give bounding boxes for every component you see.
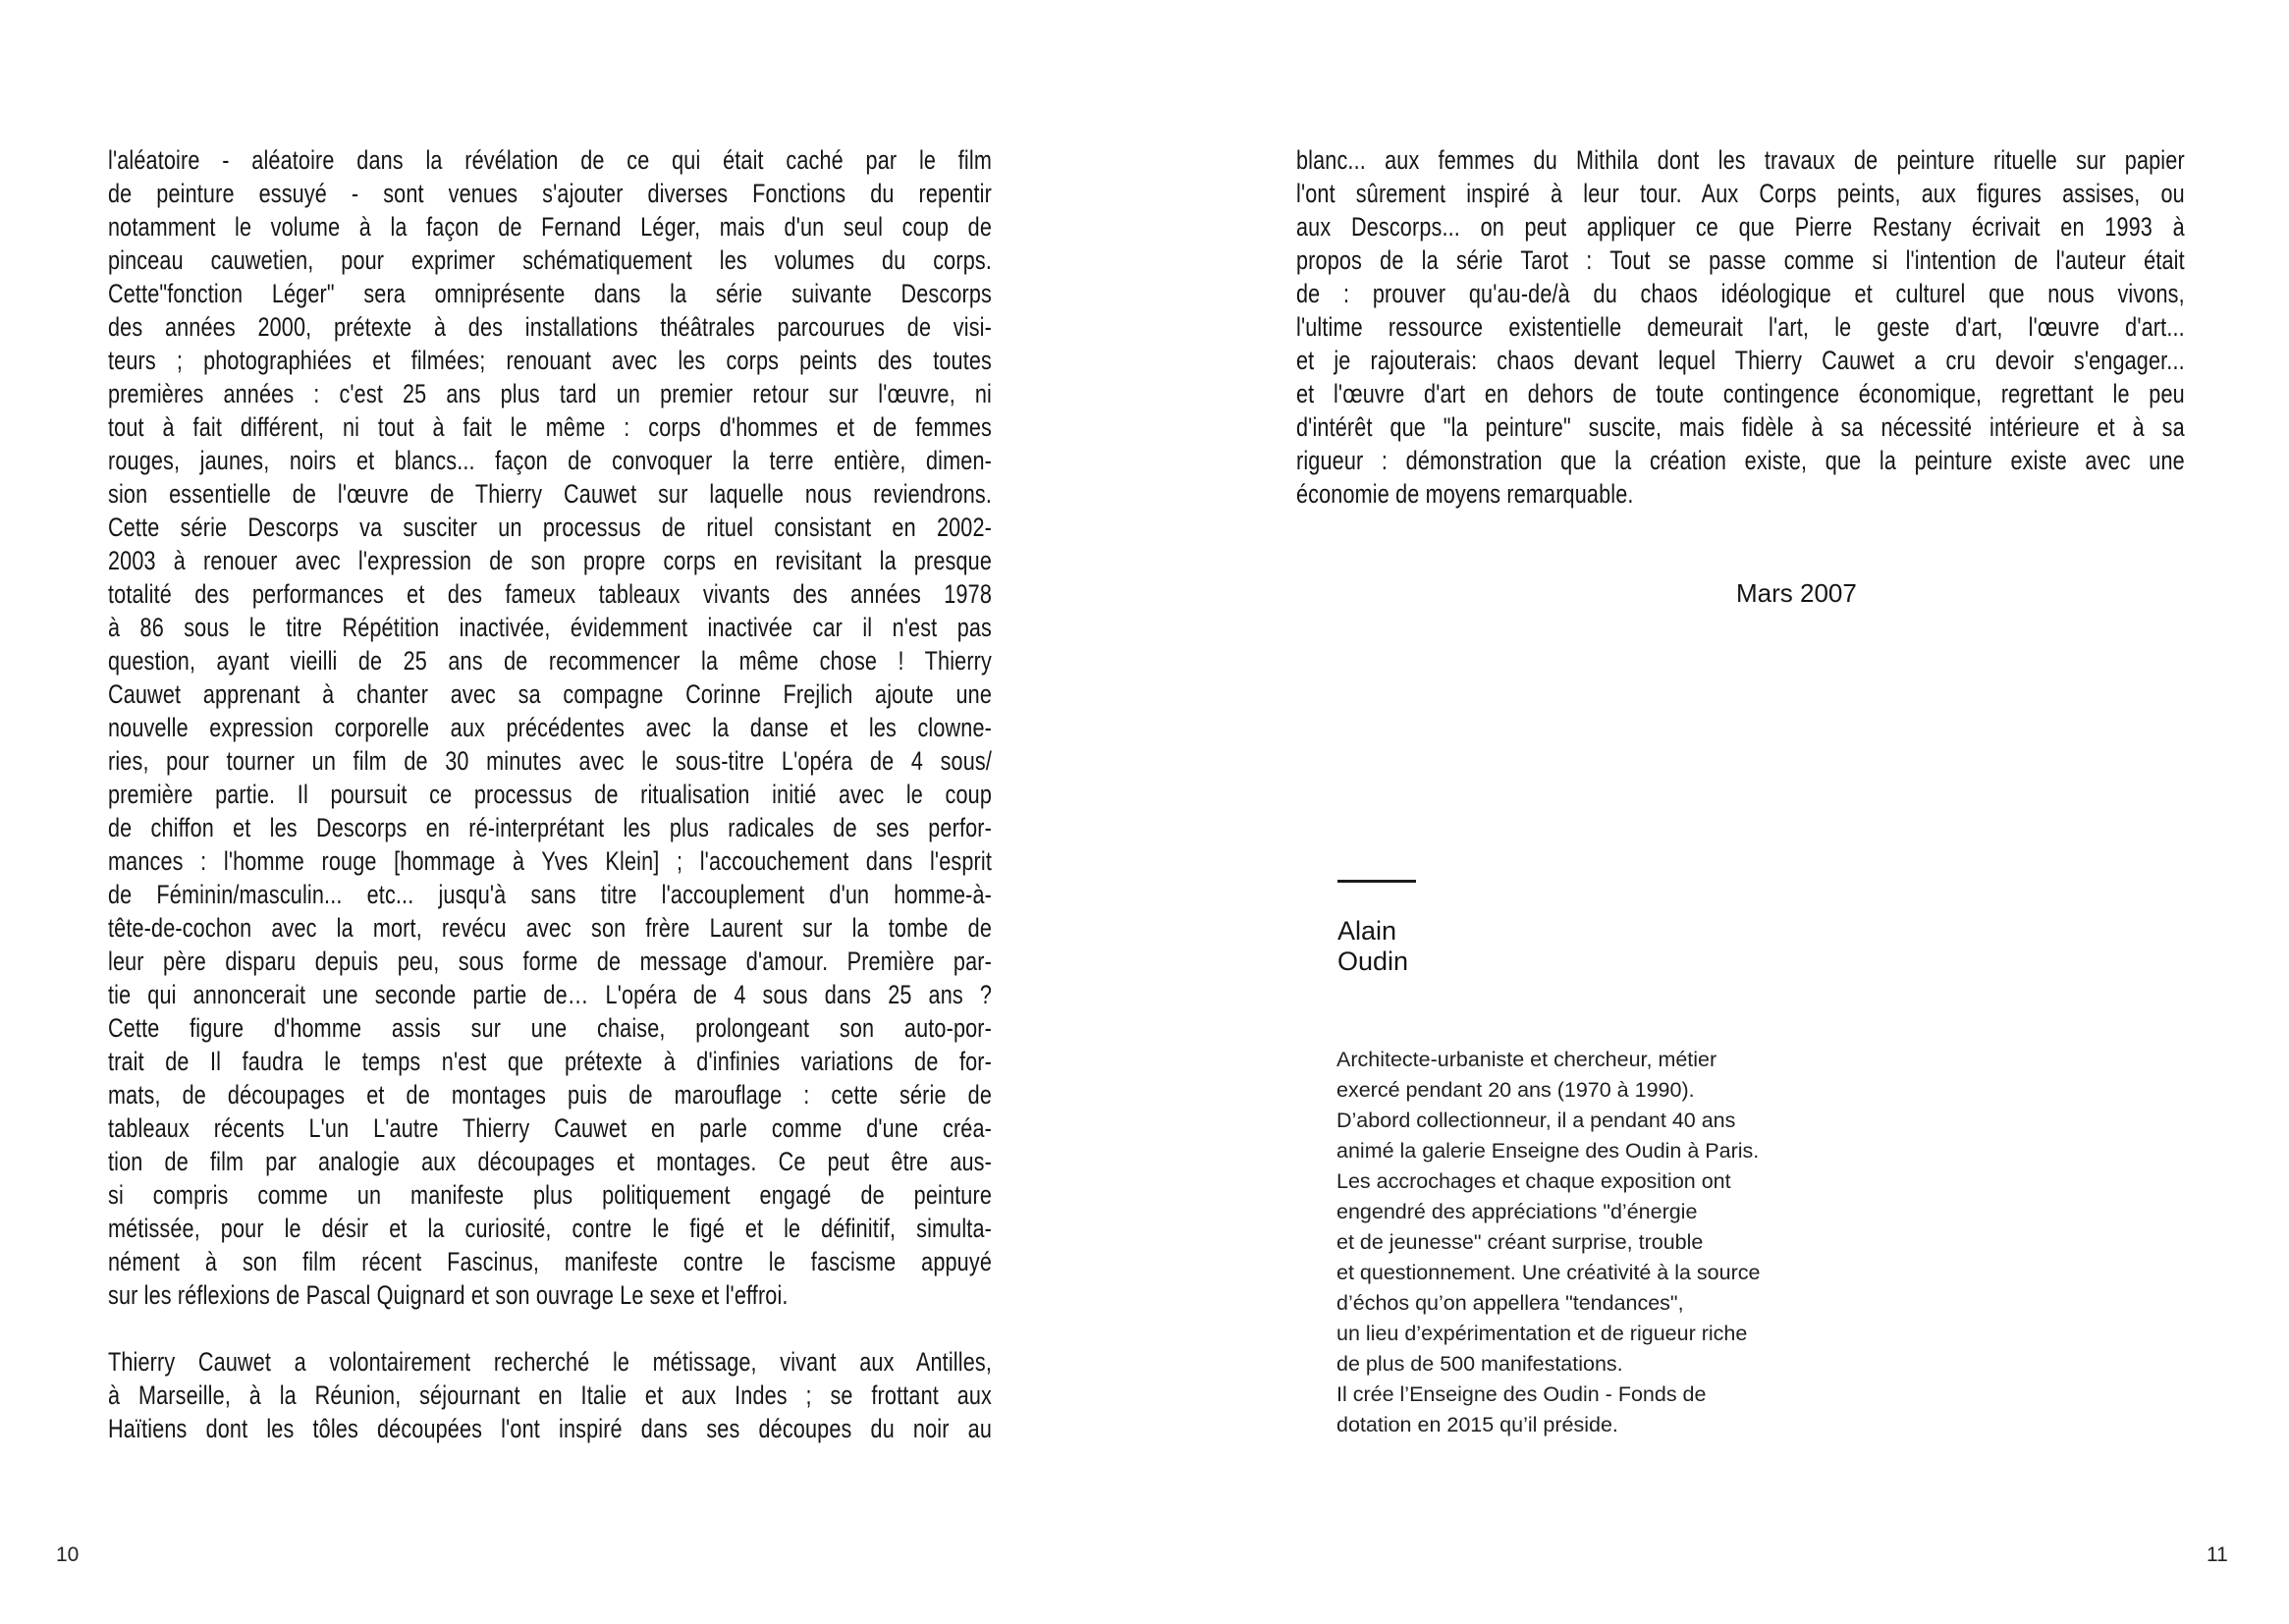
text-line: sion essentielle de l'œuvre de Thierry Cauwet sur laquelle nous reviendrons.	[108, 479, 992, 509]
bio-line: engendré des appréciations "d’énergie	[1336, 1200, 1698, 1223]
text-line: sur les réflexions de Pascal Quignard et son ouvrage Le sexe et l'effroi.	[108, 1280, 789, 1310]
text-line: nément à son film récent Fascinus, manifeste contre le fascisme appuyé	[108, 1247, 992, 1276]
text-line: et l'œuvre d'art en dehors de toute contingence économique, regrettant le peu	[1296, 379, 2185, 408]
text-line: ries, pour tourner un film de 30 minutes avec le sous-titre L'opéra de 4 sous/	[108, 746, 992, 776]
text-line: de Féminin/masculin... etc... jusqu'à sans titre l'accouplement d'un homme-à-	[108, 880, 992, 909]
text-line: Thierry Cauwet a volontairement recherché le métissage, vivant aux Antilles,	[108, 1347, 992, 1377]
text-line: de peinture essuyé - sont venues s'ajouter diverses Fonctions du repentir	[108, 179, 992, 208]
text-line: de chiffon et les Descorps en ré-interprétant les plus radicales de ses perfor-	[108, 813, 992, 842]
text-line: économie de moyens remarquable.	[1296, 479, 1634, 509]
author-first-name: Alain	[1337, 916, 1397, 946]
author-last-name: Oudin	[1337, 947, 1409, 976]
bio-line: animé la galerie Enseigne des Oudin à Paris.	[1336, 1139, 1760, 1163]
bio-line: et de jeunesse" créant surprise, trouble	[1336, 1230, 1704, 1254]
date-text: Mars 2007	[1736, 578, 1857, 608]
text-line: à 86 sous le titre Répétition inactivée, évidemment inactivée car il n'est pas	[108, 613, 992, 642]
text-line: tie qui annoncerait une seconde partie de… L'opéra de 4 sous dans 25 ans ?	[108, 980, 992, 1009]
text-line: Cette série Descorps va susciter un processus de rituel consistant en 2002-	[108, 513, 992, 542]
bio-line: dotation en 2015 qu’il préside.	[1336, 1413, 1618, 1436]
text-line: des années 2000, prétexte à des installations théâtrales parcourues de visi-	[108, 312, 992, 342]
text-line: totalité des performances et des fameux tableaux vivants des années 1978	[108, 579, 992, 609]
bio-line: D’abord collectionneur, il a pendant 40 ans	[1336, 1109, 1736, 1132]
author-name	[1337, 916, 1408, 977]
text-line: tableaux récents L'un L'autre Thierry Cauwet en parle comme d'une créa-	[108, 1113, 992, 1143]
bio-line: d’échos qu’on appellera "tendances",	[1336, 1291, 1684, 1315]
text-line: Cette figure d'homme assis sur une chaise, prolongeant son auto-por-	[108, 1013, 992, 1043]
bio-line: un lieu d’expérimentation et de rigueur riche	[1336, 1322, 1748, 1345]
bio-line: Les accrochages et chaque exposition ont	[1336, 1169, 1731, 1193]
text-line: Cauwet apprenant à chanter avec sa compagne Corinne Frejlich ajoute une	[108, 679, 992, 709]
text-line: l'ultime ressource existentielle demeurait l'art, le geste d'art, l'œuvre d'art...	[1296, 312, 2185, 342]
text-line: mats, de découpages et de montages puis de marouflage : cette série de	[108, 1080, 992, 1110]
author-bio	[1336, 1045, 1808, 1440]
text-line: Cette"fonction Léger" sera omniprésente dans la série suivante Descorps	[108, 279, 992, 308]
text-line: Haïtiens dont les tôles découpées l'ont inspiré dans ses découpes du noir au	[108, 1414, 992, 1443]
text-line: d'intérêt que "la peinture" suscite, mais fidèle à sa nécessité intérieure et à sa	[1296, 412, 2185, 442]
bio-line: de plus de 500 manifestations.	[1336, 1352, 1623, 1376]
text-line: tion de film par analogie aux découpages et montages. Ce peut être aus-	[108, 1147, 992, 1176]
text-line: et je rajouterais: chaos devant lequel Thierry Cauwet a cru devoir s'engager...	[1296, 346, 2185, 375]
text-line: de : prouver qu'au-de/à du chaos idéologique et culturel que nous vivons,	[1296, 279, 2185, 308]
bio-line: et questionnement. Une créativité à la source	[1336, 1261, 1761, 1284]
text-line: trait de Il faudra le temps n'est que prétexte à d'infinies variations de for-	[108, 1047, 992, 1076]
text-line: premières années : c'est 25 ans plus tard un premier retour sur l'œuvre, ni	[108, 379, 992, 408]
text-line: métissée, pour le désir et la curiosité, contre le figé et le définitif, simulta-	[108, 1214, 992, 1243]
text-line: pinceau cauwetien, pour exprimer schématiquement les volumes du corps.	[108, 245, 992, 275]
bio-line: Architecte-urbaniste et chercheur, métier	[1336, 1048, 1717, 1071]
text-line: mances : l'homme rouge [hommage à Yves Klein] ; l'accouchement dans l'esprit	[108, 846, 992, 876]
text-line: 2003 à renouer avec l'expression de son propre corps en revisitant la presque	[108, 546, 992, 575]
text-line: leur père disparu depuis peu, sous forme de message d'amour. Première par-	[108, 947, 992, 976]
text-line: rigueur : démonstration que la création existe, que la peinture existe avec une	[1296, 446, 2185, 475]
text-line: notamment le volume à la façon de Fernand Léger, mais d'un seul coup de	[108, 212, 992, 242]
page-number-left: 10	[56, 1543, 80, 1566]
text-line: l'aléatoire - aléatoire dans la révélation de ce qui était caché par le film	[108, 145, 992, 175]
text-line: propos de la série Tarot : Tout se passe comme si l'intention de l'auteur était	[1296, 245, 2185, 275]
text-line: teurs ; photographiées et filmées; renouant avec les corps peints des toutes	[108, 346, 992, 375]
text-line: aux Descorps... on peut appliquer ce que Pierre Restany écrivait en 1993 à	[1296, 212, 2185, 242]
author-divider-rule	[1337, 880, 1416, 883]
right-text-column	[1296, 143, 2185, 511]
text-line: blanc... aux femmes du Mithila dont les travaux de peinture rituelle sur papier	[1296, 145, 2185, 175]
text-line: l'ont sûrement inspiré à leur tour. Aux Corps peints, aux figures assises, ou	[1296, 179, 2185, 208]
text-line: tête-de-cochon avec la mort, revécu avec son frère Laurent sur la tombe de	[108, 913, 992, 943]
bio-line: exercé pendant 20 ans (1970 à 1990).	[1336, 1078, 1695, 1102]
bio-line: Il crée l’Enseigne des Oudin - Fonds de	[1336, 1382, 1707, 1406]
text-line: tout à fait différent, ni tout à fait le même : corps d'hommes et de femmes	[108, 412, 992, 442]
text-line: nouvelle expression corporelle aux précédentes avec la danse et les clowne-	[108, 713, 992, 742]
right-paragraph-1	[1296, 143, 2185, 511]
text-line: à Marseille, à la Réunion, séjournant en Italie et aux Indes ; se frottant aux	[108, 1380, 992, 1410]
text-line: première partie. Il poursuit ce processus de ritualisation initié avec le coup	[108, 780, 992, 809]
text-line: question, ayant vieilli de 25 ans de recommencer la même chose ! Thierry	[108, 646, 992, 676]
text-line: si compris comme un manifeste plus politiquement engagé de peinture	[108, 1180, 992, 1210]
text-line: rouges, jaunes, noirs et blancs... façon de convoquer la terre entière, dimen-	[108, 446, 992, 475]
page-number-right: 11	[2207, 1543, 2228, 1566]
